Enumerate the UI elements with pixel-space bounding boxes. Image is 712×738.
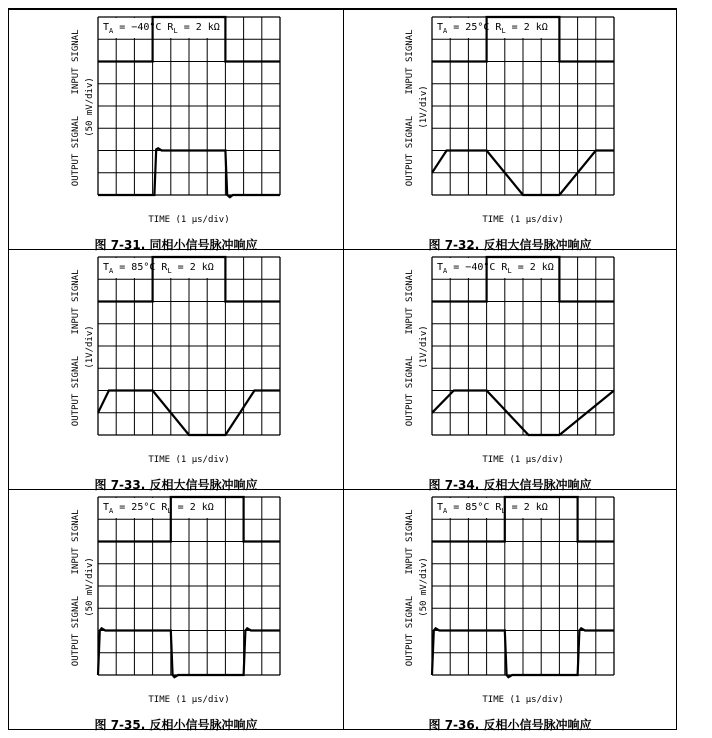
figure-7-34 [344,250,676,490]
figure-7-35 [10,490,342,730]
y-label-scale: (1V/div) [85,325,95,369]
chart-svg [344,490,676,714]
y-label-input: INPUT SIGNAL [405,509,415,575]
x-label: TIME (1 μs/div) [482,695,564,705]
y-label-input: INPUT SIGNAL [405,29,415,95]
y-label-output: OUTPUT SIGNAL [71,355,81,427]
rule-left [8,8,9,730]
conditions-label: $T_A = 25^\circ C$ $R_L = 2$ kΩ [437,22,548,35]
chart-svg [344,250,676,474]
y-label-input: INPUT SIGNAL [71,29,81,95]
chart-grid [98,497,280,675]
conditions-label: $T_A = -40^\circ C$ $R_L = 2$ kΩ [437,262,554,275]
caption-text: 图 7-35. 反相小信号脉冲响应 [94,718,258,732]
y-label-output: OUTPUT SIGNAL [405,115,415,187]
figure-7-33 [10,250,342,490]
y-label-scale: (50 mV/div) [85,77,95,137]
conditions-label: $T_A = 85^\circ C$ $R_L = 2$ kΩ [103,262,214,275]
y-label-scale: (50 mV/div) [419,557,429,617]
chart-svg [10,490,342,714]
y-label-input: INPUT SIGNAL [71,509,81,575]
figure-caption [344,716,676,733]
figure-caption [10,716,342,733]
chart-grid [98,257,280,435]
caption-text: 图 7-36. 反相小信号脉冲响应 [428,718,592,732]
y-label-output: OUTPUT SIGNAL [71,595,81,667]
conditions-label: $T_A = 25^\circ C$ $R_L = 2$ kΩ [103,502,214,515]
rule-right [676,8,677,730]
figure-7-36 [344,490,676,730]
y-label-output: OUTPUT SIGNAL [405,355,415,427]
chart-grid [432,257,614,435]
y-label-output: OUTPUT SIGNAL [71,115,81,187]
chart-svg [10,250,342,474]
y-label-scale: (1V/div) [419,85,429,129]
conditions-label: $T_A = -40^\circ C$ $R_L = 2$ kΩ [103,22,220,35]
x-label: TIME (1 μs/div) [482,455,564,465]
y-label-output: OUTPUT SIGNAL [405,595,415,667]
conditions-label: $T_A = 85^\circ C$ $R_L = 2$ kΩ [437,502,548,515]
chart-svg [344,10,676,234]
caption-text: 图 7-34. 反相大信号脉冲响应 [428,478,592,492]
caption-text: 图 7-31. 同相小信号脉冲响应 [94,238,258,252]
y-label-scale: (1V/div) [419,325,429,369]
figure-7-32 [344,10,676,250]
y-label-input: INPUT SIGNAL [405,269,415,335]
caption-text: 图 7-32. 反相大信号脉冲响应 [428,238,592,252]
chart-grid [432,497,614,675]
caption-text: 图 7-33. 反相大信号脉冲响应 [94,478,258,492]
x-label: TIME (1 μs/div) [148,215,230,225]
y-label-scale: (50 mV/div) [85,557,95,617]
chart-grid [432,17,614,195]
x-label: TIME (1 μs/div) [148,455,230,465]
chart-svg [10,10,342,234]
x-label: TIME (1 μs/div) [482,215,564,225]
chart-grid [98,17,280,195]
figure-7-31 [10,10,342,250]
y-label-input: INPUT SIGNAL [71,269,81,335]
x-label: TIME (1 μs/div) [148,695,230,705]
